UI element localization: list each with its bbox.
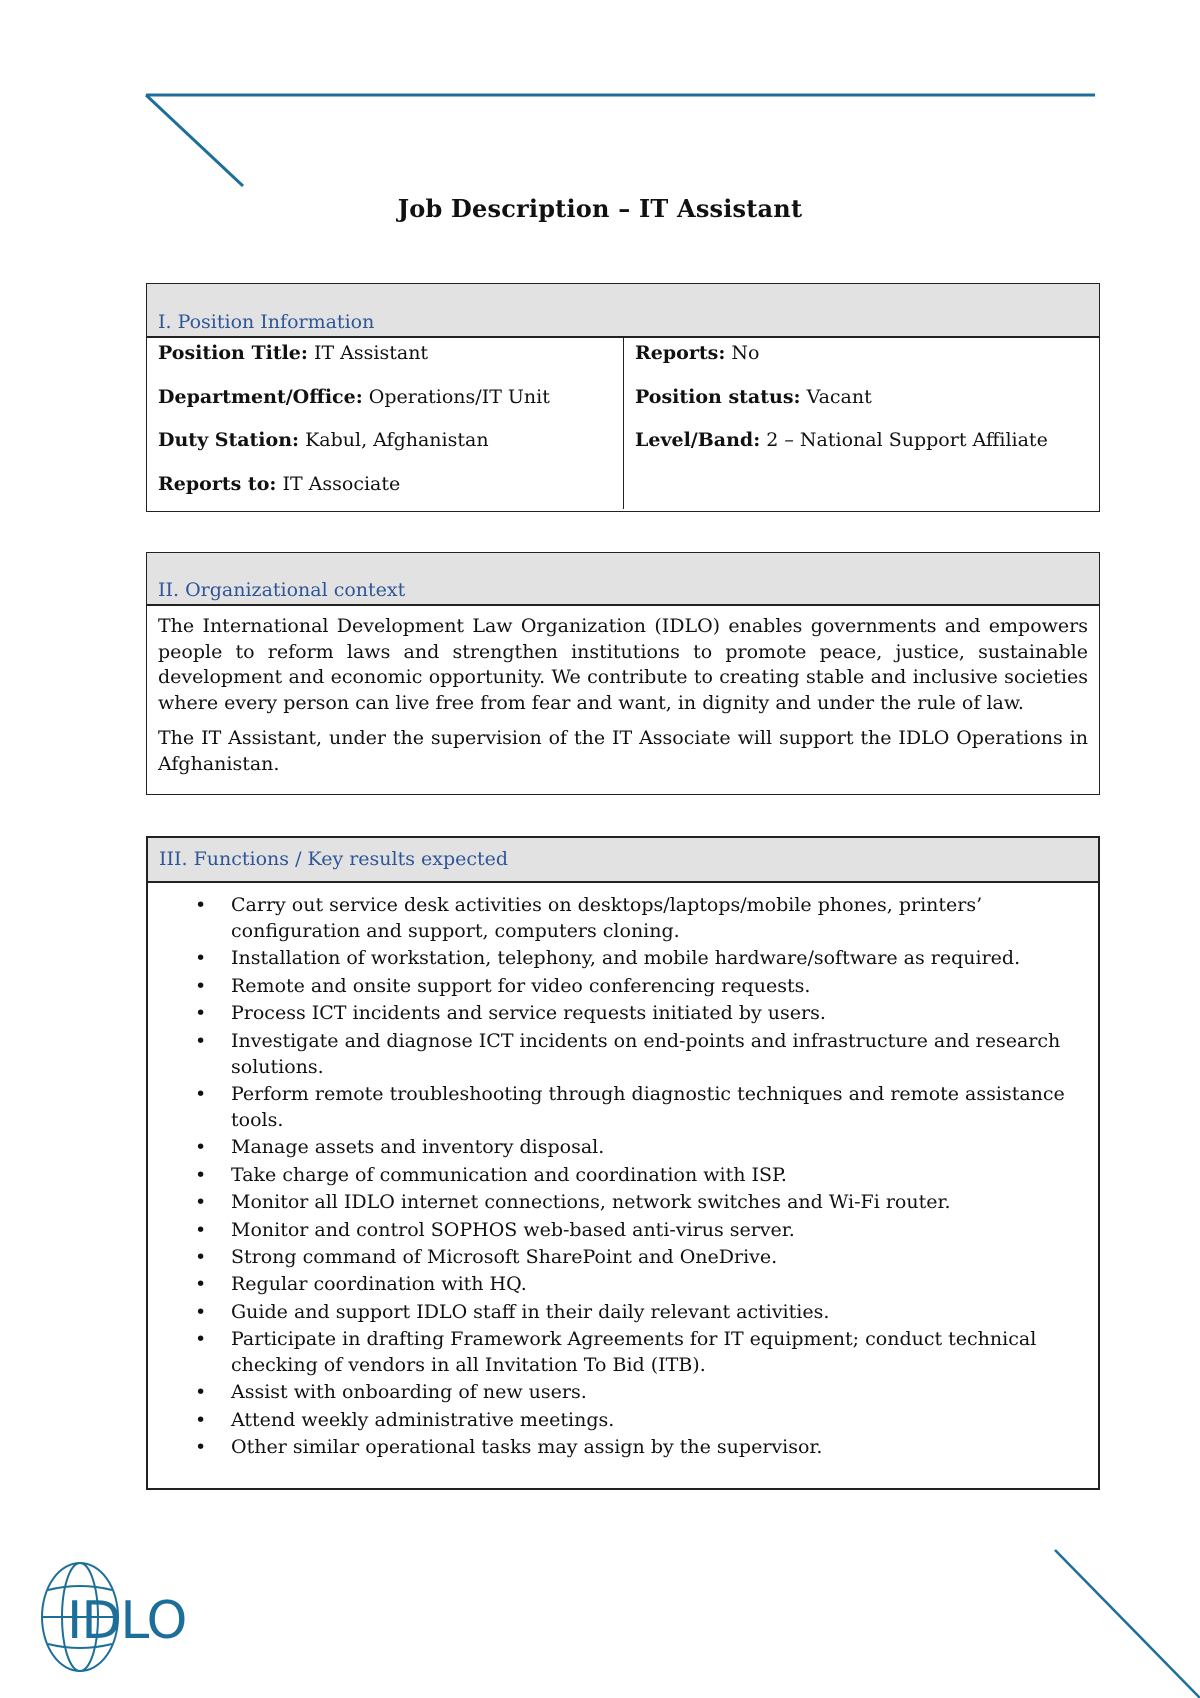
organizational-context-section xyxy=(146,552,1100,795)
functions-list xyxy=(148,883,1098,1460)
section-heading: I. Position Information xyxy=(147,284,1099,338)
field-position-status: Position status: Vacant xyxy=(635,385,872,408)
section-heading: III. Functions / Key results expected xyxy=(148,838,1098,883)
field-duty-station: Duty Station: Kabul, Afghanistan xyxy=(158,429,489,451)
list-item: • Monitor all IDLO internet connections, network switches and Wi-Fi router. xyxy=(231,1189,1078,1215)
list-item: • Assist with onboarding of new users. xyxy=(231,1379,1078,1405)
list-item: • Guide and support IDLO staff in their daily relevant activities. xyxy=(231,1299,1078,1325)
list-item: • Carry out service desk activities on desktops/laptops/mobile phones, printers’ configuration and support, computers cloning. xyxy=(231,892,1078,944)
list-item: • Remote and onsite support for video conferencing requests. xyxy=(231,973,1078,999)
idlo-logo: IDLO xyxy=(67,1591,187,1651)
field-position-title: Position Title: IT Assistant xyxy=(158,342,429,364)
context-paragraph: The IT Assistant, under the supervision of the IT Associate will support the IDLO Operations in Afghanistan. xyxy=(158,727,1088,775)
field-reports-to: Reports to: IT Associate xyxy=(158,472,401,495)
position-info-left-column xyxy=(147,338,623,509)
page-title: Job Description – IT Assistant xyxy=(397,194,803,223)
list-item: • Investigate and diagnose ICT incidents on end-points and infrastructure and research solutions. xyxy=(231,1028,1078,1080)
list-item: • Attend weekly administrative meetings. xyxy=(231,1407,1078,1433)
position-information-section xyxy=(146,283,1100,512)
list-item: • Process ICT incidents and service requests initiated by users. xyxy=(231,1000,1078,1026)
list-item: • Installation of workstation, telephony, and mobile hardware/software as required. xyxy=(231,945,1078,971)
functions-section xyxy=(146,836,1100,1490)
list-item: • Other similar operational tasks may assign by the supervisor. xyxy=(231,1434,1078,1460)
section-heading: II. Organizational context xyxy=(147,553,1099,606)
field-department: Department/Office: Operations/IT Unit xyxy=(158,385,550,408)
list-item: • Manage assets and inventory disposal. xyxy=(231,1134,1078,1160)
list-item: • Participate in drafting Framework Agreements for IT equipment; conduct technical checking of vendors in all Invitation To Bid (ITB). xyxy=(231,1326,1078,1378)
list-item: • Regular coordination with HQ. xyxy=(231,1271,1078,1297)
field-reports: Reports: No xyxy=(635,342,760,364)
list-item: • Take charge of communication and coordination with ISP. xyxy=(231,1162,1078,1188)
list-item: • Monitor and control SOPHOS web-based anti-virus server. xyxy=(231,1217,1078,1243)
position-info-right-column xyxy=(623,338,1099,509)
context-paragraph: The International Development Law Organization (IDLO) enables governments and empowers people to reform laws and strengthen institutions to promote peace, justice, sustainable development and economic opportunity. We contribute to creating stable and inclusive societies where every person can live free from fear and want, in dignity and under the rule of law. xyxy=(158,615,1088,714)
list-item: • Perform remote troubleshooting through diagnostic techniques and remote assistance tools. xyxy=(231,1081,1078,1133)
field-level-band: Level/Band: 2 – National Support Affiliate xyxy=(635,429,1048,451)
list-item: • Strong command of Microsoft SharePoint and OneDrive. xyxy=(231,1244,1078,1270)
